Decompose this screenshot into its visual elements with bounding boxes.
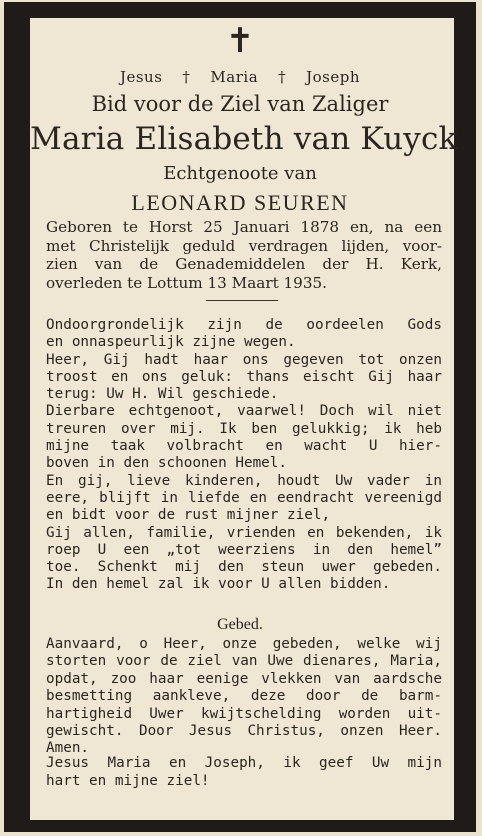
prayer-line: Aanvaard, o Heer, onze gebeden, welke wij xyxy=(46,636,442,652)
closing-prayer xyxy=(46,754,442,790)
biography-line: met Christelijk geduld verdragen lijden, voor- xyxy=(46,236,442,255)
farewell-line: Ondoorgrondelijk zijn de oordeelen Gods xyxy=(46,317,442,333)
farewell-line: In den hemel zal ik voor U allen bidden. xyxy=(46,576,391,593)
farewell-line: Gij allen, familie, vrienden en bekenden, ik xyxy=(46,524,442,541)
prayer-title: Gebed. xyxy=(217,616,263,633)
farewell-line: terug: Uw H. Wil geschiede. xyxy=(46,386,279,403)
farewell-line: eere, blijft in liefde en eendracht vereenigd xyxy=(46,489,442,506)
farewell-line: En gij, lieve kinderen, houdt Uw vader in xyxy=(46,472,442,489)
farewell-line: Heer, Gij hadt haar ons gegeven tot onzen xyxy=(46,351,442,368)
cross-icon: ✝ xyxy=(225,21,255,61)
invocation-separator: † xyxy=(278,68,287,86)
biography-line: overleden te Lottum 13 Maart 1935. xyxy=(46,273,327,292)
invocation-maria: Maria xyxy=(210,68,259,86)
farewell-line: roep U een „tot weerziens in den hemel” xyxy=(46,541,442,558)
biography-line: zien van de Genademiddelen der H. Kerk, xyxy=(46,255,442,274)
spouse-label: Echtgenoote van xyxy=(163,163,317,184)
prayer-line: Amen. xyxy=(46,740,90,757)
closing-line: Jesus Maria en Joseph, ik geef Uw mijn xyxy=(46,755,442,771)
spouse-name: LEONARD SEUREN xyxy=(131,190,349,215)
prayer-line: besmetting aankleve, deze door de barm- xyxy=(46,688,442,705)
farewell-text xyxy=(46,317,442,594)
farewell-line: toe. Schenkt mij den steun uwer gebeden. xyxy=(46,559,442,576)
prayer-text xyxy=(46,636,442,758)
farewell-line: Dierbare echtgenoot, vaarwel! Doch wil niet xyxy=(46,403,442,420)
invocation-joseph: Joseph xyxy=(306,68,361,86)
prayer-line: storten voor de ziel van Uwe dienares, Maria, xyxy=(46,653,442,670)
card-content xyxy=(30,18,458,818)
farewell-line: en onnaspeurlijk zijne wegen. xyxy=(46,334,296,351)
farewell-line: en bidt voor de rust mijner ziel, xyxy=(46,507,331,524)
prayer-request-heading: Bid voor de Ziel van Zaliger xyxy=(91,92,389,116)
invocation-jesus: Jesus xyxy=(119,68,163,86)
prayer-line: hartigheid Uwer kwijtschelding worden uit- xyxy=(46,705,442,722)
divider xyxy=(206,300,278,301)
farewell-line: troost en ons geluk: thans eischt Gij haar xyxy=(46,368,442,385)
invocation xyxy=(30,68,450,86)
closing-line: hart en mijne ziel! xyxy=(46,773,210,789)
biography-line: Geboren te Horst 25 Januari 1878 en, na een xyxy=(46,218,442,236)
farewell-line: treuren over mij. Ik ben gelukkig; ik heb xyxy=(46,420,442,437)
farewell-line: mijne taak volbracht en wacht U hier- xyxy=(46,438,442,455)
deceased-name: Maria Elisabeth van Kuyck xyxy=(30,121,458,157)
prayer-line: gewischt. Door Jesus Christus, onzen Heer. xyxy=(46,723,442,740)
prayer-line: opdat, zoo haar eenige vlekken van aardsche xyxy=(46,670,442,687)
farewell-line: boven in den schoonen Hemel. xyxy=(46,455,288,472)
biography xyxy=(46,218,442,292)
invocation-separator: † xyxy=(182,68,191,86)
